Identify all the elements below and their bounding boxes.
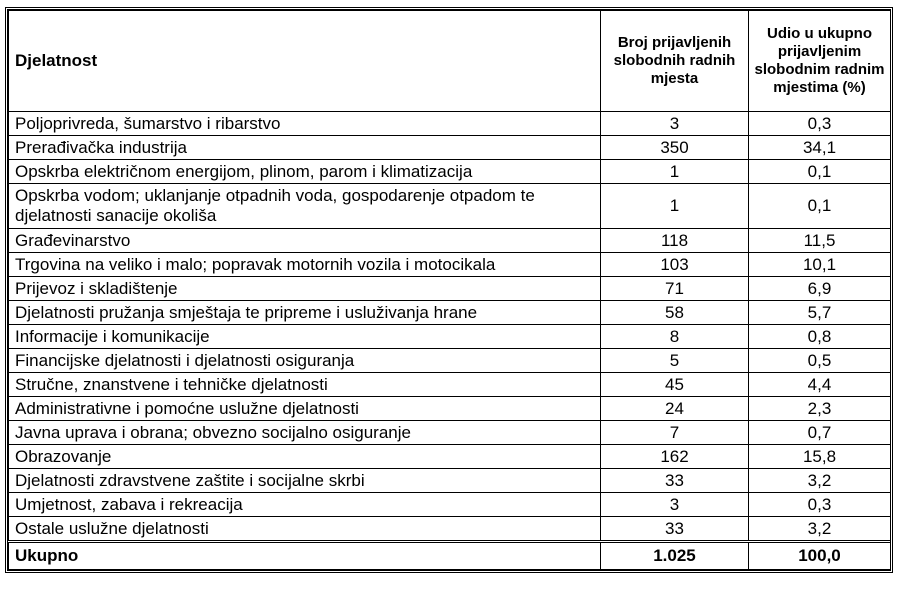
vacancies-table-frame <box>5 7 893 573</box>
total-row <box>9 542 891 570</box>
activity-cell: Poljoprivreda, šumarstvo i ribarstvo <box>9 112 601 136</box>
share-cell: 0,3 <box>749 112 891 136</box>
count-cell: 8 <box>601 325 749 349</box>
header-vacancy-share: Udio u ukupno prijavljenim slobodnim radnim mjestima (%) <box>749 11 891 112</box>
count-cell: 350 <box>601 136 749 160</box>
table-body <box>9 112 891 542</box>
share-cell: 4,4 <box>749 373 891 397</box>
table-row <box>9 325 891 349</box>
count-cell: 5 <box>601 349 749 373</box>
share-cell: 2,3 <box>749 397 891 421</box>
table-header-row <box>9 11 891 112</box>
count-cell: 118 <box>601 229 749 253</box>
vacancies-by-activity-table <box>8 10 891 570</box>
activity-cell: Prijevoz i skladištenje <box>9 277 601 301</box>
table-row <box>9 160 891 184</box>
activity-cell: Opskrba električnom energijom, plinom, parom i klimatizacija <box>9 160 601 184</box>
count-cell: 33 <box>601 517 749 542</box>
table-row <box>9 349 891 373</box>
table-row <box>9 136 891 160</box>
table-row <box>9 469 891 493</box>
total-share: 100,0 <box>749 542 891 570</box>
header-vacancy-count: Broj prijavljenih slobodnih radnih mjesta <box>601 11 749 112</box>
activity-cell: Opskrba vodom; uklanjanje otpadnih voda, gospodarenje otpadom te djelatnosti sanacije okoliša <box>9 184 601 229</box>
activity-cell: Informacije i komunikacije <box>9 325 601 349</box>
total-label: Ukupno <box>9 542 601 570</box>
activity-cell: Trgovina na veliko i malo; popravak motornih vozila i motocikala <box>9 253 601 277</box>
share-cell: 0,1 <box>749 160 891 184</box>
share-cell: 34,1 <box>749 136 891 160</box>
count-cell: 45 <box>601 373 749 397</box>
share-cell: 11,5 <box>749 229 891 253</box>
table-row <box>9 493 891 517</box>
table-row <box>9 301 891 325</box>
share-cell: 0,1 <box>749 184 891 229</box>
activity-cell: Administrativne i pomoćne uslužne djelatnosti <box>9 397 601 421</box>
count-cell: 3 <box>601 112 749 136</box>
activity-cell: Djelatnosti zdravstvene zaštite i socijalne skrbi <box>9 469 601 493</box>
share-cell: 0,8 <box>749 325 891 349</box>
count-cell: 162 <box>601 445 749 469</box>
share-cell: 3,2 <box>749 469 891 493</box>
count-cell: 24 <box>601 397 749 421</box>
table-row <box>9 253 891 277</box>
share-cell: 3,2 <box>749 517 891 542</box>
activity-cell: Umjetnost, zabava i rekreacija <box>9 493 601 517</box>
count-cell: 71 <box>601 277 749 301</box>
activity-cell: Financijske djelatnosti i djelatnosti osiguranja <box>9 349 601 373</box>
count-cell: 1 <box>601 184 749 229</box>
share-cell: 15,8 <box>749 445 891 469</box>
share-cell: 0,3 <box>749 493 891 517</box>
table-row <box>9 112 891 136</box>
share-cell: 6,9 <box>749 277 891 301</box>
table-row <box>9 229 891 253</box>
activity-cell: Djelatnosti pružanja smještaja te pripreme i usluživanja hrane <box>9 301 601 325</box>
activity-cell: Prerađivačka industrija <box>9 136 601 160</box>
share-cell: 5,7 <box>749 301 891 325</box>
table-row <box>9 421 891 445</box>
count-cell: 58 <box>601 301 749 325</box>
count-cell: 1 <box>601 160 749 184</box>
header-activity: Djelatnost <box>9 11 601 112</box>
table-row <box>9 184 891 229</box>
table-row <box>9 517 891 542</box>
count-cell: 33 <box>601 469 749 493</box>
activity-cell: Stručne, znanstvene i tehničke djelatnosti <box>9 373 601 397</box>
table-row <box>9 277 891 301</box>
table-row <box>9 373 891 397</box>
share-cell: 0,5 <box>749 349 891 373</box>
share-cell: 10,1 <box>749 253 891 277</box>
activity-cell: Obrazovanje <box>9 445 601 469</box>
share-cell: 0,7 <box>749 421 891 445</box>
table-row <box>9 397 891 421</box>
activity-cell: Građevinarstvo <box>9 229 601 253</box>
activity-cell: Ostale uslužne djelatnosti <box>9 517 601 542</box>
activity-cell: Javna uprava i obrana; obvezno socijalno osiguranje <box>9 421 601 445</box>
count-cell: 7 <box>601 421 749 445</box>
total-count: 1.025 <box>601 542 749 570</box>
table-row <box>9 445 891 469</box>
count-cell: 103 <box>601 253 749 277</box>
count-cell: 3 <box>601 493 749 517</box>
